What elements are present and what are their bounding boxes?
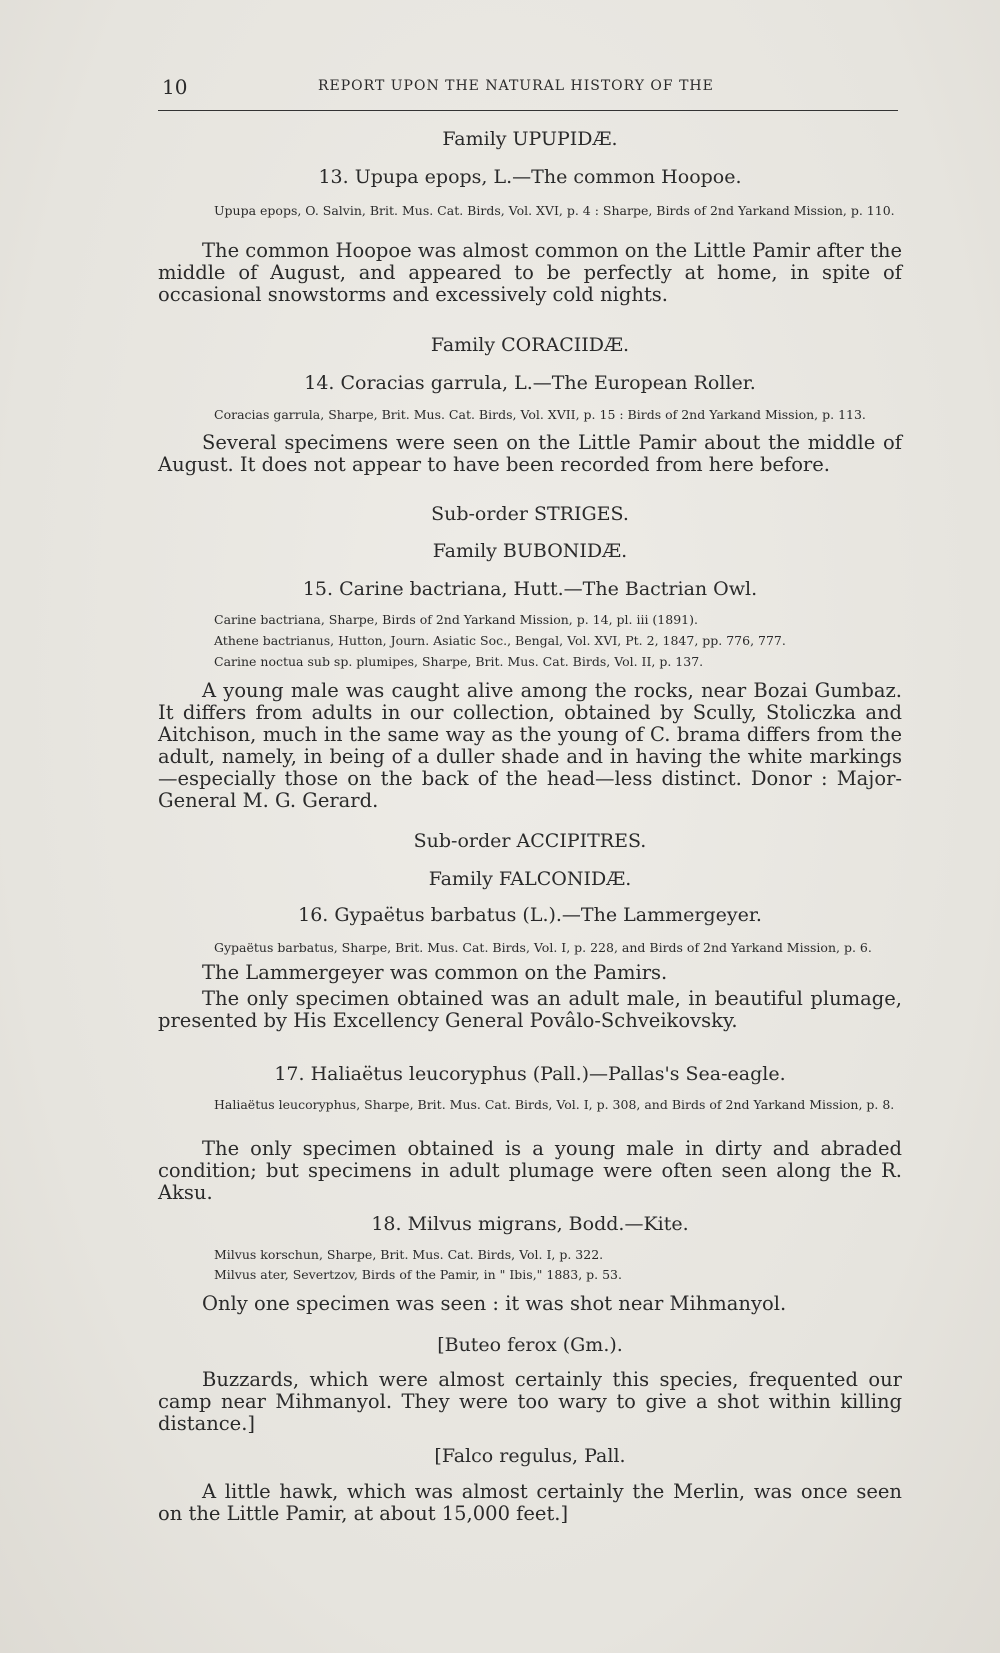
reference-18-b: Milvus ater, Severtzov, Birds of the Pamir, in " Ibis," 1883, p. 53. [214, 1267, 622, 1282]
header-rule [158, 110, 898, 111]
reference-15-c: Carine noctua sub sp. plumipes, Sharpe, Brit. Mus. Cat. Birds, Vol. II, p. 137. [214, 654, 704, 669]
reference-13: Upupa epops, O. Salvin, Brit. Mus. Cat. Birds, Vol. XVI, p. 4 : Sharpe, Birds of 2nd Yarkand Mission, p. 110. [214, 203, 895, 218]
paragraph-16-a: The Lammergeyer was common on the Pamirs. [202, 961, 668, 984]
reference-18-a: Milvus korschun, Sharpe, Brit. Mus. Cat. Birds, Vol. I, p. 322. [214, 1247, 604, 1262]
suborder-heading-accipitres: Sub-order ACCIPITRES. [413, 830, 647, 852]
species-heading-falco: [Falco regulus, Pall. [434, 1445, 626, 1467]
suborder-heading-striges: Sub-order STRIGES. [431, 503, 629, 525]
paragraph-17: The only specimen obtained is a young male in dirty and abraded condition; but specimens in adult plumage were often seen along the R. Aksu. [158, 1137, 902, 1204]
species-heading-15: 15. Carine bactriana, Hutt.—The Bactrian Owl. [302, 578, 758, 600]
species-heading-18: 18. Milvus migrans, Bodd.—Kite. [371, 1213, 689, 1235]
family-heading-upupidae: Family UPUPIDÆ. [442, 128, 618, 150]
running-title: REPORT UPON THE NATURAL HISTORY OF THE [318, 78, 714, 94]
species-heading-17: 17. Haliaëtus leucoryphus (Pall.)—Pallas's Sea-eagle. [274, 1063, 786, 1085]
reference-14: Coracias garrula, Sharpe, Brit. Mus. Cat. Birds, Vol. XVII, p. 15 : Birds of 2nd Yarkand Mission, p. 113. [214, 407, 866, 422]
page-number: 10 [162, 75, 188, 99]
family-heading-bubonidae: Family BUBONIDÆ. [432, 540, 628, 562]
reference-15-a: Carine bactriana, Sharpe, Birds of 2nd Yarkand Mission, p. 14, pl. iii (1891). [214, 612, 698, 627]
reference-16: Gypaëtus barbatus, Sharpe, Brit. Mus. Cat. Birds, Vol. I, p. 228, and Birds of 2nd Yarkand Mission, p. 6. [214, 940, 872, 955]
species-heading-14: 14. Coracias garrula, L.—The European Roller. [304, 372, 756, 394]
reference-15-b: Athene bactrianus, Hutton, Journ. Asiatic Soc., Bengal, Vol. XVI, Pt. 2, 1847, pp. 776, 777. [214, 633, 786, 648]
paragraph-18: Only one specimen was seen : it was shot near Mihmanyol. [202, 1292, 787, 1315]
family-heading-coraciidae: Family CORACIIDÆ. [430, 334, 630, 356]
species-heading-buteo: [Buteo ferox (Gm.). [437, 1334, 623, 1356]
paragraph-falco: A little hawk, which was almost certainly the Merlin, was once seen on the Little Pamir, at about 15,000 feet.] [158, 1480, 902, 1525]
species-heading-16: 16. Gypaëtus barbatus (L.).—The Lammergeyer. [298, 904, 762, 926]
paragraph-15: A young male was caught alive among the rocks, near Bozai Gumbaz. It differs from adults in our collection, obtained by Scully, Stoliczka and Aitchison, much in the same way as the young of C. brama differs from the adult, namely, in being of a duller shade and in having the white markings—especially those on the back of the head—less distinct. Donor : Major-General M. G. Gerard. [158, 679, 902, 812]
paragraph-buteo: Buzzards, which were almost certainly this species, frequented our camp near Mihmanyol. They were too wary to give a shot within killing distance.] [158, 1368, 902, 1435]
paragraph-14: Several specimens were seen on the Little Pamir about the middle of August. It does not appear to have been recorded from here before. [158, 431, 902, 476]
paragraph-16-b: The only specimen obtained was an adult male, in beautiful plumage, presented by His Excellency General Povâlo-Schveikovsky. [158, 987, 902, 1032]
paragraph-13: The common Hoopoe was almost common on the Little Pamir after the middle of August, and appeared to be perfectly at home, in spite of occasional snowstorms and excessively cold nights. [158, 239, 902, 306]
family-heading-falconidae: Family FALCONIDÆ. [428, 868, 632, 890]
species-heading-13: 13. Upupa epops, L.—The common Hoopoe. [318, 166, 742, 188]
reference-17: Haliaëtus leucoryphus, Sharpe, Brit. Mus. Cat. Birds, Vol. I, p. 308, and Birds of 2nd Yarkand Mission, p. 8. [214, 1097, 895, 1112]
